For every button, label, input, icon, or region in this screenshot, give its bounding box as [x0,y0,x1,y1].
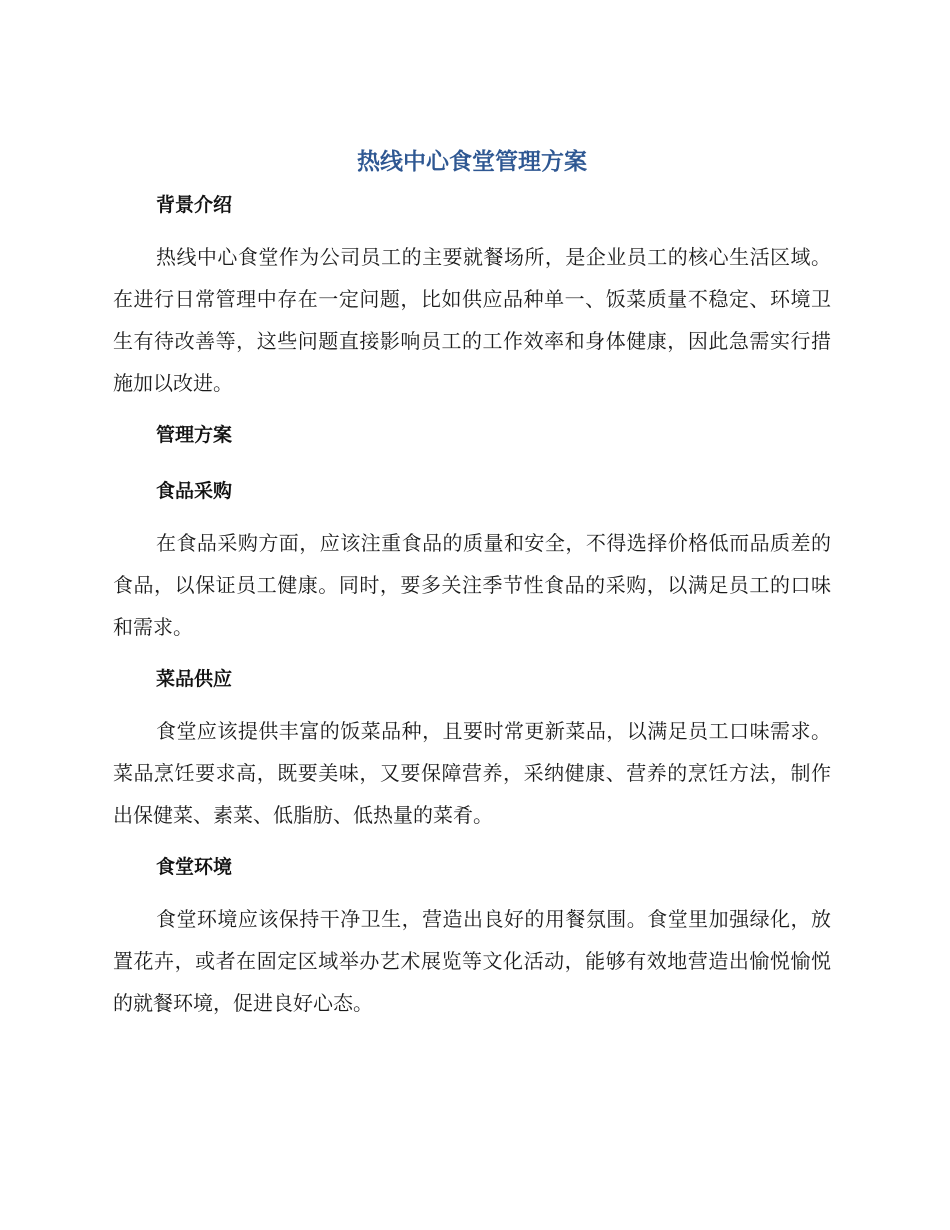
paragraph-canteen-environment: 食堂环境应该保持干净卫生，营造出良好的用餐氛围。食堂里加强绿化，放置花卉，或者在固定区域举办艺术展览等文化活动，能够有效地营造出愉悦愉悦的就餐环境，促进良好心态。 [113,907,831,1015]
paragraph-background: 热线中心食堂作为公司员工的主要就餐场所，是企业员工的核心生活区域。在进行日常管理中存在一定问题，比如供应品种单一、饭菜质量不稳定、环境卫生有待改善等，这些问题直接影响员工的工作效率和身体健康，因此急需实行措施加以改进。 [113,245,831,395]
section-heading-management-plan: 管理方案 [156,424,233,446]
section-heading-background: 背景介绍 [156,194,233,216]
section-heading-food-purchasing: 食品采购 [156,480,233,502]
section-heading-dish-supply: 菜品供应 [156,668,233,690]
paragraph-food-purchasing: 在食品采购方面，应该注重食品的质量和安全，不得选择价格低而品质差的食品，以保证员工健康。同时，要多关注季节性食品的采购，以满足员工的口味和需求。 [113,531,831,639]
document-title: 热线中心食堂管理方案 [357,149,587,175]
section-heading-canteen-environment: 食堂环境 [156,856,233,878]
paragraph-dish-supply: 食堂应该提供丰富的饭菜品种，且要时常更新菜品，以满足员工口味需求。菜品烹饪要求高，既要美味，又要保障营养，采纳健康、营养的烹饪方法，制作出保健菜、素菜、低脂肪、低热量的菜肴。 [113,719,831,827]
document-body [113,140,831,1024]
